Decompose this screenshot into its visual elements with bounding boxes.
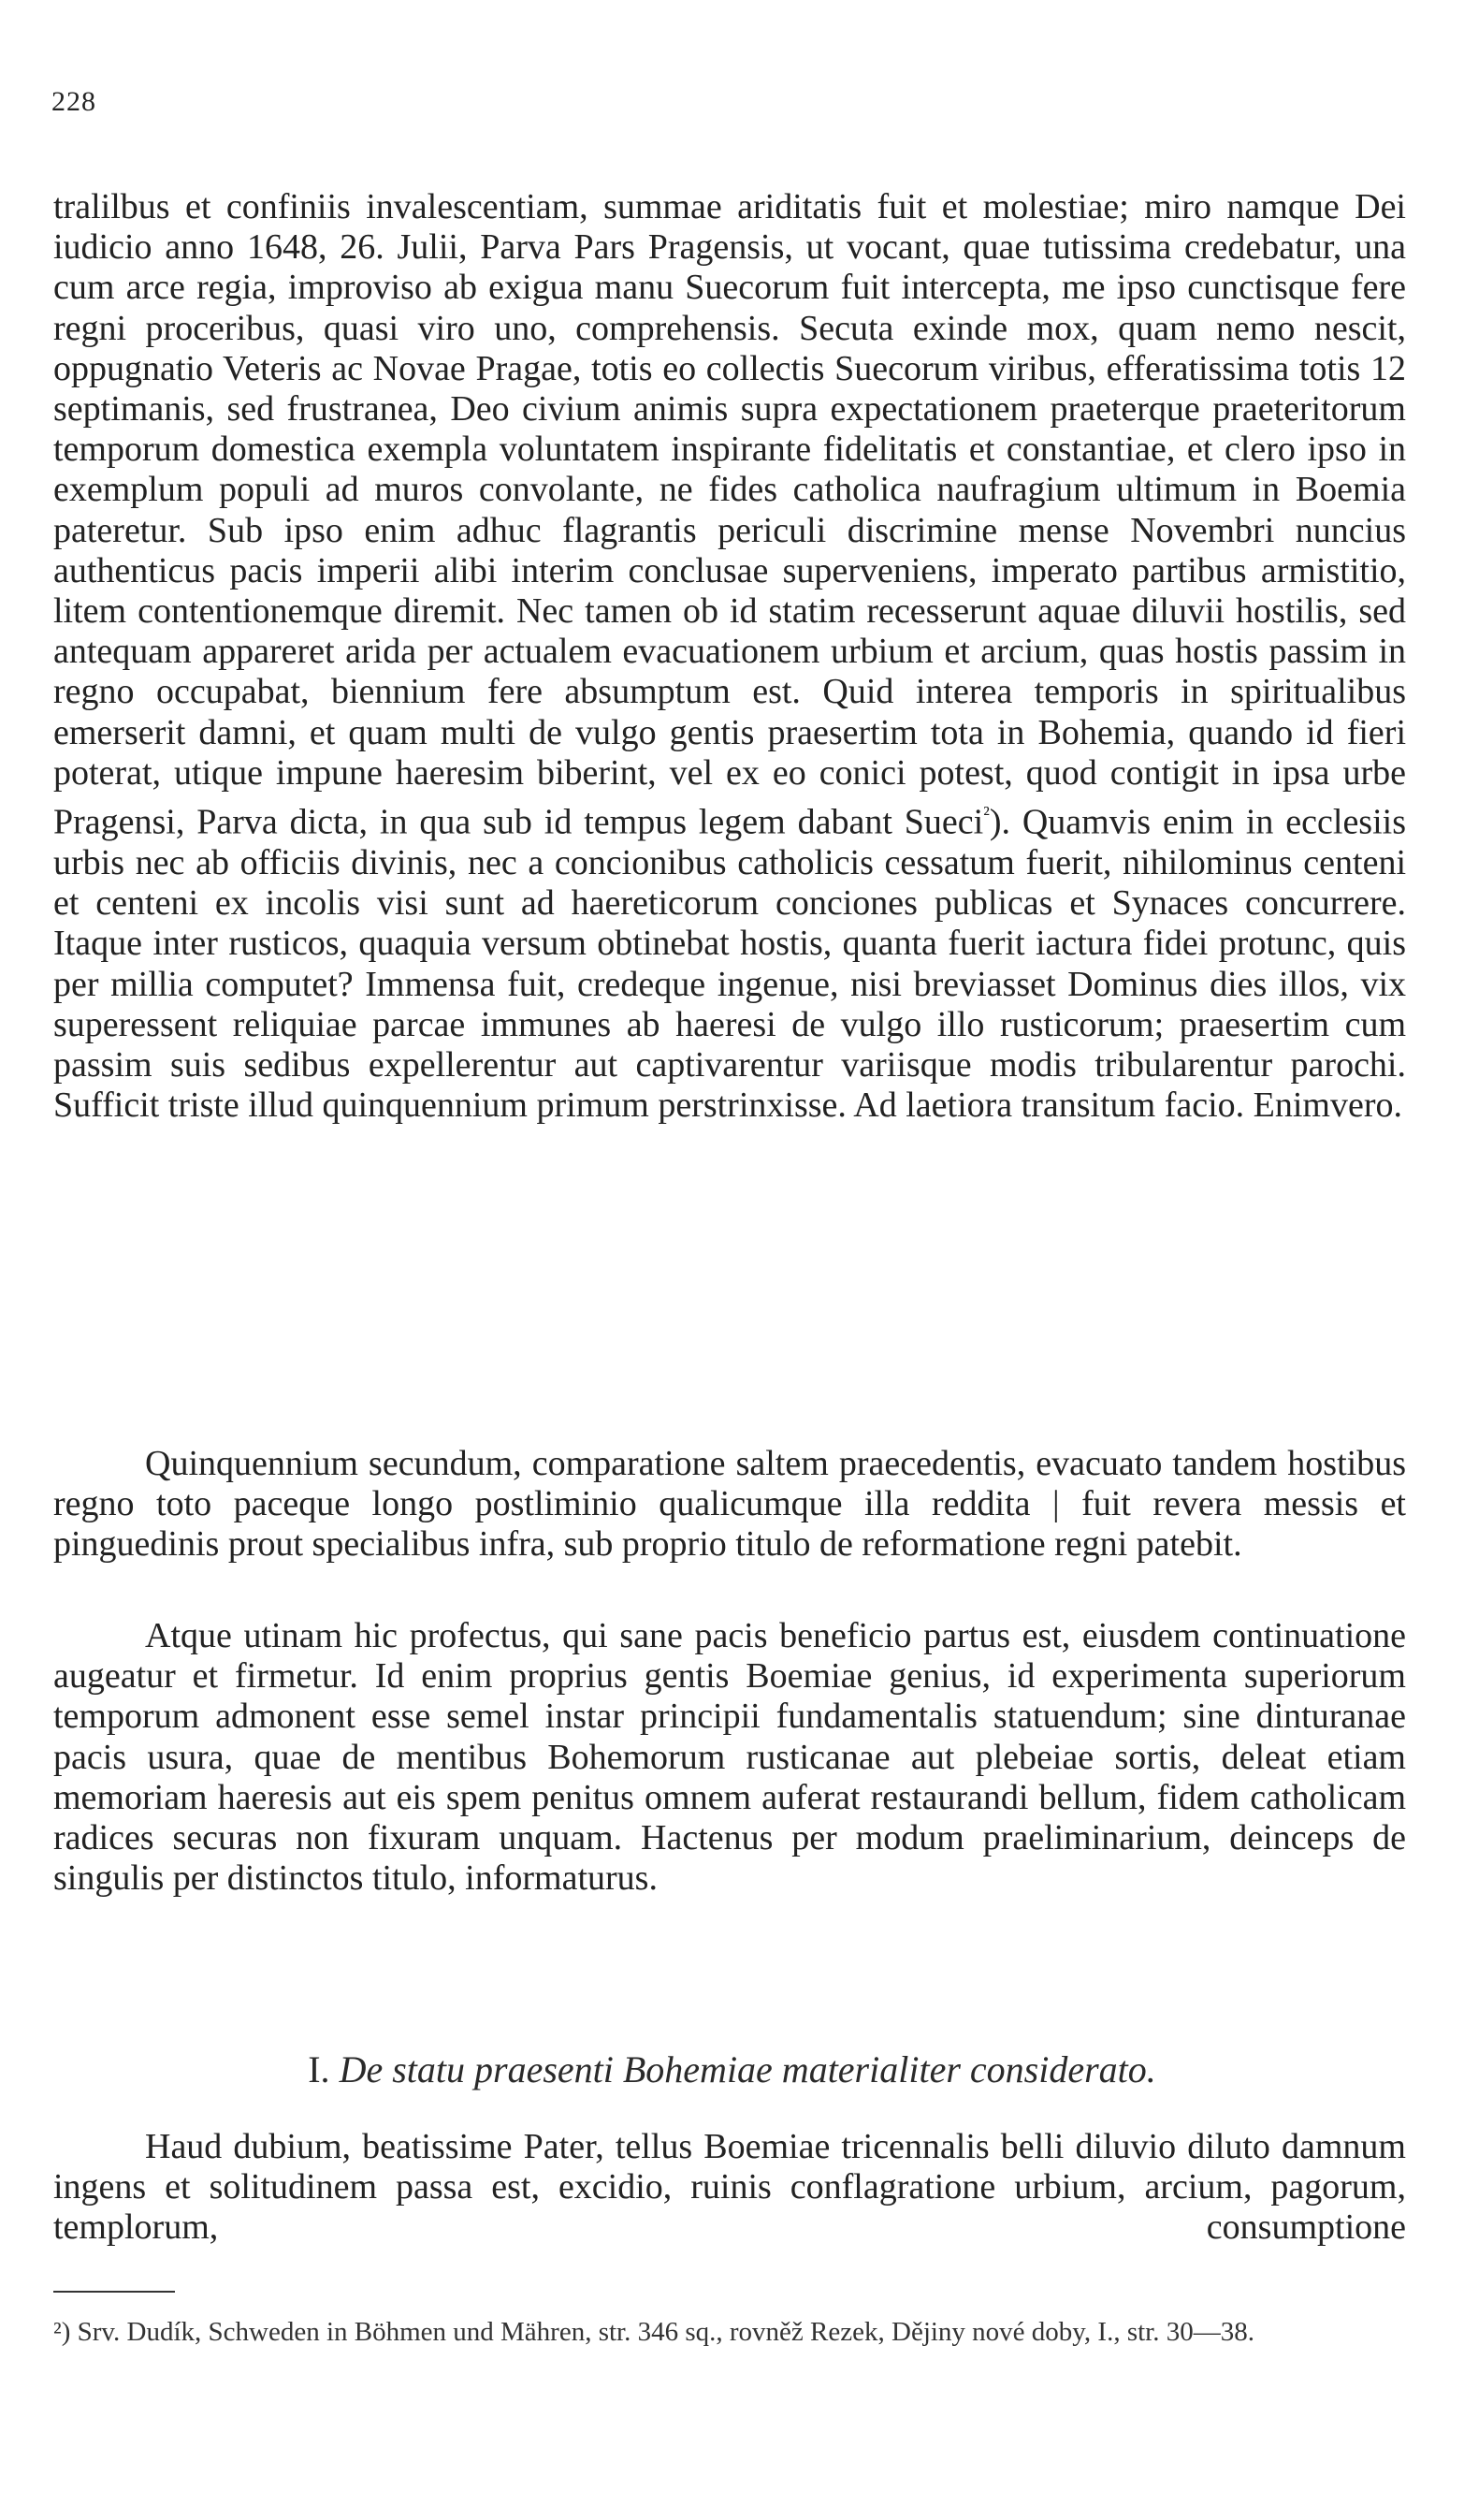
section-number: I. xyxy=(308,2048,330,2090)
paragraph-4-text: Haud dubium, beatissime Pater, tellus Boemiae tricennalis belli diluvio diluto damnum ingens et solitudinem passa est, excidio, ruinis conflagratione urbium, arcium, pagorum, templorum, consumptione xyxy=(53,2127,1406,2248)
footnote xyxy=(53,2315,1406,2350)
footnote-text: Srv. Dudík, Schweden in Böhmen und Mähren, str. 346 sq., rovněž Rezek, Dějiny nové doby, I., str. 30—38. xyxy=(77,2317,1254,2347)
paragraph-4 xyxy=(53,2127,1406,2249)
page-number: 228 xyxy=(51,86,96,117)
footnote-marker: ²) xyxy=(53,2317,71,2347)
paragraph-2 xyxy=(53,1444,1406,1566)
paragraph-1-body: tralilbus et confiniis invalescentiam, summae ariditatis fuit et molestiae; miro namque Dei iudicio anno 1648, 26. Julii, Parva Pars Pragensis, ut vocant, quae tutissima credebatur, una cum arce regia, improviso ab exigua manu Suecorum fuit intercepta, me ipso cunctisque fere regni proceribus, quasi viro uno, comprehensis. Secuta exinde mox, quam nemo nescit, oppugnatio Veteris ac Novae Pragae, totis eo collectis Suecorum viribus, efferatissima totis 12 septimanis, sed frustranea, Deo civium animis supra expectationem praeterque praeteritorum temporum domestica exempla voluntatem inspirante fidelitatis et constantiae, et clero ipso in exemplum populi ad muros convolante, ne fides catholica naufragium ultimum in Boemia pateretur. Sub ipso enim adhuc flagrantis periculi discrimine mense Novembri nuncius authenticus pacis imperii alibi interim conclusae superveniens, imperato partibus armistitio, litem contentionemque diremit. Nec tamen ob id statim recesserunt aquae diluvii hostilis, sed antequam appareret arida per actualem evacuationem urbium et arcium, quas hostis passim in regno occupabat, biennium fere absumptum est. Quid interea temporis in spiritualibus emerserit damni, et quam multi de vulgo gentis praesertim tota in Bohemia, quando id fieri poterat, utique impune haeresim biberint, vel ex eo conici potest, quod contigit in ipsa urbe Pragensi, Parva dicta, in qua sub id tempus legem dabant Sueci xyxy=(53,187,1406,842)
section-title: De statu praesenti Bohemiae materialiter considerato. xyxy=(339,2048,1156,2090)
paragraph-1 xyxy=(53,187,1406,1126)
paragraph-1-text xyxy=(53,187,1406,1126)
paragraph-2-text: Quinquennium secundum, comparatione saltem praecedentis, evacuato tandem hostibus regno toto paceque longo postliminio qualicumque illa reddita | fuit revera messis et pinguedinis prout specialibus infra, sub proprio titulo de reformatione regni patebit. xyxy=(53,1444,1406,1565)
paragraph-3-text: Atque utinam hic profectus, qui sane pacis beneficio partus est, eiusdem continuatione augeatur et firmetur. Id enim proprius gentis Boemiae genius, id experimenta superiorum temporum admonent esse semel instar principii fundamentalis statuendum; sine dinturanae pacis usura, quae de mentibus Bohemorum rusticanae aut plebeiae sortis, deleat etiam memoriam haeresis aut eis spem penitus omnem auferat restaurandi bellum, fidem catholicam radices securas non fixuram unquam. Hactenus per modum praeliminarium, deinceps de singulis per distinctos titulo, informaturus. xyxy=(53,1616,1406,1899)
paragraph-3 xyxy=(53,1616,1406,1899)
footnote-divider xyxy=(53,2291,175,2293)
paragraph-1-tail: ). Quamvis enim in ecclesiis urbis nec ab officiis divinis, nec a concionibus catholicis cessatum fuerit, nihilominus centeni et centeni ex incolis visi sunt ad haereticorum conciones publicas et Synaces concurrere. Itaque inter rusticos, quaquia versum obtinebat hostis, quanta fuerit iactura fidei protunc, quis per millia computet? Immensa fuit, credeque ingenue, nisi breviasset Dominus dies illos, vix superessent reliquiae parcae immunes ab haeresi de vulgo illo rusticorum; praesertim cum passim suis sedibus expellerentur aut captivarentur variisque modis tribularentur parochi. Sufficit triste illud quinquennium primum perstrinxisse. Ad laetiora transitum facio. Enimvero. xyxy=(53,802,1406,1126)
section-heading xyxy=(0,2047,1464,2091)
footnote-reference: ² xyxy=(983,802,990,826)
